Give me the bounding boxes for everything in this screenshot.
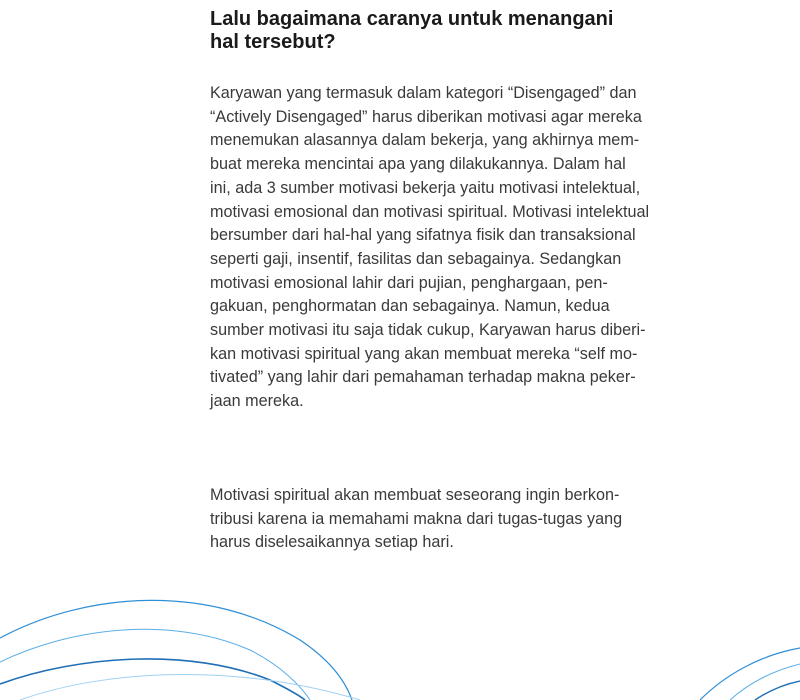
paragraph-line: Karyawan yang termasuk dalam kategori “Disengaged” dan [210,84,637,102]
paragraph-line: Motivasi spiritual akan membuat seseorang ingin berkon- [210,486,620,504]
paragraph-line: gakuan, penghormatan dan sebagainya. Namun, kedua [210,297,610,316]
wave-line-6 [730,664,800,700]
paragraph-line: kan motivasi spiritual yang akan membuat mereka “self mo- [210,344,638,363]
section-heading [210,8,730,54]
paragraph-line: buat mereka mencintai apa yang dilakukannya. Dalam hal [210,155,626,174]
heading-line-2: hal tersebut? [210,31,336,53]
wave-line-7 [755,681,800,700]
paragraph-line: ini, ada 3 sumber motivasi bekerja yaitu motivasi intelektual, [210,178,641,197]
paragraph-line: tribusi karena ia memahami makna dari tugas-tugas yang [210,509,623,528]
wave-line-5 [700,648,800,700]
paragraph-line: jaan mereka. [210,392,304,411]
paragraph-line: seperti gaji, insentif, fasilitas dan sebagainya. Sedangkan [210,249,622,268]
paragraph-line: motivasi emosional lahir dari pujian, penghargaan, pen- [210,273,608,292]
paragraph-line: sumber motivasi itu saja tidak cukup, Karyawan harus diberi- [210,321,646,340]
wave-line-4 [20,674,360,700]
paragraph-spiritual-motivation [210,484,750,555]
paragraph-line: “Actively Disengaged” harus diberikan motivasi agar mereka [210,107,642,126]
paragraph-motivation-sources [210,82,750,414]
paragraph-line: menemukan alasannya dalam bekerja, yang akhirnya mem- [210,131,640,150]
heading-line-1: Lalu bagaimana caranya untuk menangani [210,8,614,30]
wave-line-1 [0,600,352,700]
paragraph-line: bersumber dari hal-hal yang sifatnya fisik dan transaksional [210,226,636,245]
wave-line-3 [0,659,305,700]
paragraph-line: harus diselesaikannya setiap hari. [210,533,454,552]
wave-line-2 [0,629,310,700]
paragraph-line: tivated” yang lahir dari pemahaman terhadap makna peker- [210,368,636,387]
paragraph-line: motivasi emosional dan motivasi spiritual. Motivasi intelektual [210,202,650,221]
